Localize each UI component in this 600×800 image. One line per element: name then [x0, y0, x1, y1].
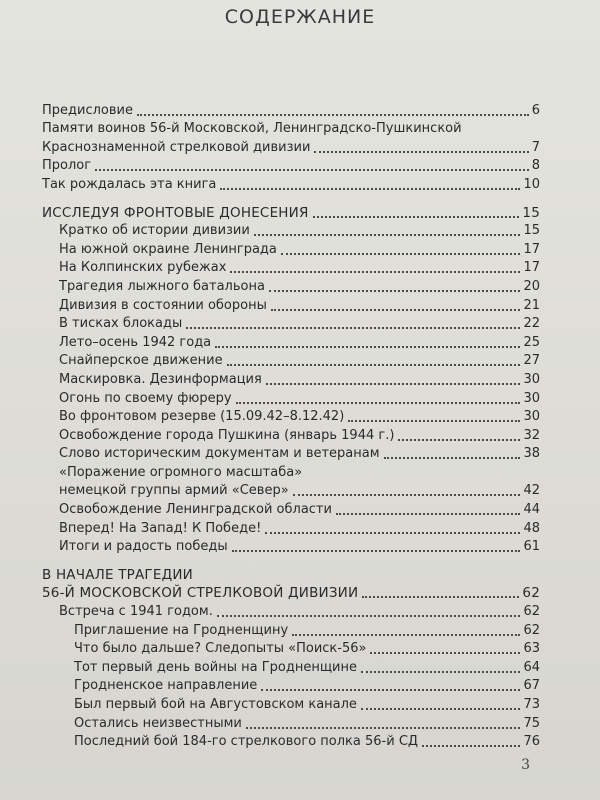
dot-leader — [361, 670, 520, 673]
toc-entry-page: 17 — [523, 241, 540, 257]
toc-entry-page: 62 — [523, 622, 540, 638]
toc-entry-title: В тисках блокады — [59, 316, 183, 332]
toc-entry-title: ИССЛЕДУЯ ФРОНТОВЫЕ ДОНЕСЕНИЯ — [42, 204, 309, 221]
toc-entry — [0, 482, 600, 501]
toc-entry-page: 44 — [523, 502, 540, 518]
toc-entry — [0, 677, 600, 696]
toc-entry-page: 30 — [523, 371, 540, 387]
toc-entry-page: 75 — [523, 715, 540, 731]
dot-leader — [292, 633, 520, 636]
dot-leader — [246, 726, 521, 729]
toc-entry — [0, 175, 600, 194]
toc-entry — [0, 315, 600, 334]
toc-entry-title: Кратко об истории дивизии — [59, 223, 250, 239]
toc-entry — [0, 584, 600, 603]
dot-leader — [261, 688, 520, 691]
dot-leader — [313, 215, 520, 218]
toc-entry-title: «Поражение огромного масштаба» — [59, 464, 303, 480]
toc-entry — [0, 602, 600, 621]
toc-entry — [0, 565, 600, 584]
toc-entry — [0, 445, 600, 464]
toc-entry-page: 42 — [523, 483, 540, 499]
toc-entry — [0, 714, 600, 733]
toc-entry-title: немецкой группы армий «Север» — [59, 483, 289, 499]
toc-entry — [0, 333, 600, 352]
toc-entry — [0, 733, 600, 752]
toc-entry-title: Что было дальше? Следопыты «Поиск-56» — [74, 641, 367, 657]
toc-entry-page: 15 — [523, 223, 540, 239]
toc-entry-page: 62 — [522, 585, 540, 602]
toc-entry-title: Лето–осень 1942 года — [59, 334, 212, 350]
toc-entry-page: 38 — [523, 446, 540, 462]
toc-entry — [0, 658, 600, 677]
dot-leader — [186, 326, 520, 329]
toc-entry-title: Огонь по своему фюреру — [59, 390, 232, 406]
toc-entry-title: Тот первый день войны на Гродненщине — [74, 659, 358, 675]
toc-entry-title: Остались неизвестными — [74, 715, 242, 731]
toc-entry — [0, 138, 600, 157]
toc-entry — [0, 370, 600, 389]
toc-entry — [0, 203, 600, 222]
dot-leader — [314, 150, 528, 153]
page-title: СОДЕРЖАНИЕ — [224, 6, 376, 28]
dot-leader — [269, 289, 521, 292]
toc-entry-title: Во фронтовом резерве (15.09.42–8.12.42) — [59, 409, 345, 425]
dot-leader — [293, 493, 521, 496]
toc-entry-page: 6 — [531, 102, 540, 118]
toc-entry-title: Был первый бой на Августовском канале — [74, 697, 357, 712]
toc-entry — [0, 640, 600, 659]
dot-leader — [95, 168, 529, 171]
dot-leader — [266, 382, 521, 385]
toc-entry-page: 21 — [523, 297, 540, 313]
toc-entry-page: 27 — [523, 353, 540, 369]
toc-entry — [0, 157, 600, 176]
toc-entry-page: 22 — [523, 316, 540, 332]
toc-entry-title: Итоги и радость победы — [59, 539, 228, 555]
toc-entry-title: Гродненское направление — [74, 678, 258, 694]
dot-leader — [220, 187, 520, 190]
toc-entry-title: В НАЧАЛЕ ТРАГЕДИИ — [42, 566, 193, 583]
toc-entry — [0, 240, 600, 259]
dot-leader — [230, 270, 520, 273]
toc-entry-page: 15 — [522, 204, 540, 221]
dot-leader — [215, 345, 520, 348]
toc-entry-title: Последний бой 184-го стрелкового полка 56-й СД — [74, 734, 419, 750]
toc-entry-page: 30 — [523, 409, 540, 425]
dot-leader — [227, 363, 521, 366]
toc-entry-title: На южной окраине Ленинграда — [59, 241, 277, 257]
toc-entry-title: Пролог — [42, 158, 92, 174]
toc-entry — [0, 538, 600, 557]
toc-entry — [0, 101, 600, 120]
dot-leader — [348, 419, 520, 422]
toc-entry — [0, 621, 600, 640]
dot-leader — [362, 595, 519, 598]
toc-entry-title: Снайперское движение — [59, 353, 223, 369]
dot-leader — [265, 531, 520, 534]
toc-entry-title: Так рождалась эта книга — [42, 176, 217, 192]
toc-entry-page: 17 — [523, 260, 540, 276]
toc-entry-page: 73 — [523, 697, 540, 712]
toc-entry — [0, 352, 600, 371]
dot-leader — [361, 707, 521, 710]
toc-entry-page: 20 — [523, 278, 540, 294]
toc-entry-title: Вперед! На Запад! К Победе! — [59, 520, 262, 536]
toc-entry-title: Приглашение на Гродненщину — [74, 622, 289, 638]
toc-entry-page: 30 — [523, 390, 540, 406]
toc-entry — [0, 389, 600, 408]
page-number: 3 — [521, 757, 530, 773]
toc-entry-title: Предисловие — [42, 102, 133, 118]
dot-leader — [137, 113, 529, 116]
toc-entry-title: Встреча с 1941 годом. — [59, 604, 213, 620]
toc-entry-title: На Колпинских рубежах — [59, 260, 227, 276]
dot-leader — [370, 651, 520, 654]
toc-entry — [0, 463, 600, 482]
toc-entry-title: Освобождение Ленинградской области — [59, 502, 332, 518]
dot-leader — [398, 438, 520, 441]
toc-entry-title: Трагедия лыжного батальона — [59, 278, 265, 294]
dot-leader — [384, 456, 521, 459]
toc-entry-title: Дивизия в состоянии обороны — [59, 297, 267, 313]
toc-entry — [0, 408, 600, 427]
toc-entry — [0, 222, 600, 241]
toc-entry-page: 63 — [523, 641, 540, 657]
toc-entry-title: 56-Й МОСКОВСКОЙ СТРЕЛКОВОЙ ДИВИЗИИ — [42, 585, 359, 602]
toc-entry-title: Маскировка. Дезинформация — [59, 371, 262, 387]
toc-entry — [0, 296, 600, 315]
toc-entry-page: 48 — [523, 520, 540, 536]
toc-entry — [0, 277, 600, 296]
toc-entry-title: Памяти воинов 56-й Московской, Ленинградско-Пушкинской — [42, 121, 462, 137]
dot-leader — [336, 512, 521, 515]
dot-leader — [254, 233, 521, 236]
dot-leader — [281, 252, 521, 255]
toc-entry — [0, 695, 600, 714]
toc-entry-page: 62 — [523, 604, 540, 620]
toc-entry-page: 32 — [523, 427, 540, 443]
toc-entry-page: 10 — [523, 176, 540, 192]
dot-leader — [271, 308, 521, 311]
toc-entry-title: Освобождение города Пушкина (январь 1944 г.) — [59, 427, 395, 443]
toc-entry — [0, 120, 600, 139]
toc-entry-page: 64 — [523, 659, 540, 675]
toc-entry-page: 8 — [531, 158, 540, 174]
dot-leader — [422, 744, 520, 747]
dot-leader — [232, 549, 521, 552]
toc-entry — [0, 500, 600, 519]
dot-leader — [217, 614, 521, 617]
toc-entry — [0, 519, 600, 538]
toc-entry-page: 67 — [523, 678, 540, 694]
toc-entry-page: 7 — [531, 139, 540, 155]
toc-entry-page: 61 — [523, 539, 540, 555]
toc-entry-page: 25 — [523, 334, 540, 350]
toc-entry-title: Краснознаменной стрелковой дивизии — [42, 139, 311, 155]
toc-entry-page: 76 — [523, 734, 540, 750]
toc-entry-title: Слово историческим документам и ветеранам — [59, 446, 380, 462]
dot-leader — [236, 401, 521, 404]
toc-entry — [0, 426, 600, 445]
toc-entry — [0, 259, 600, 278]
table-of-contents — [0, 101, 600, 751]
